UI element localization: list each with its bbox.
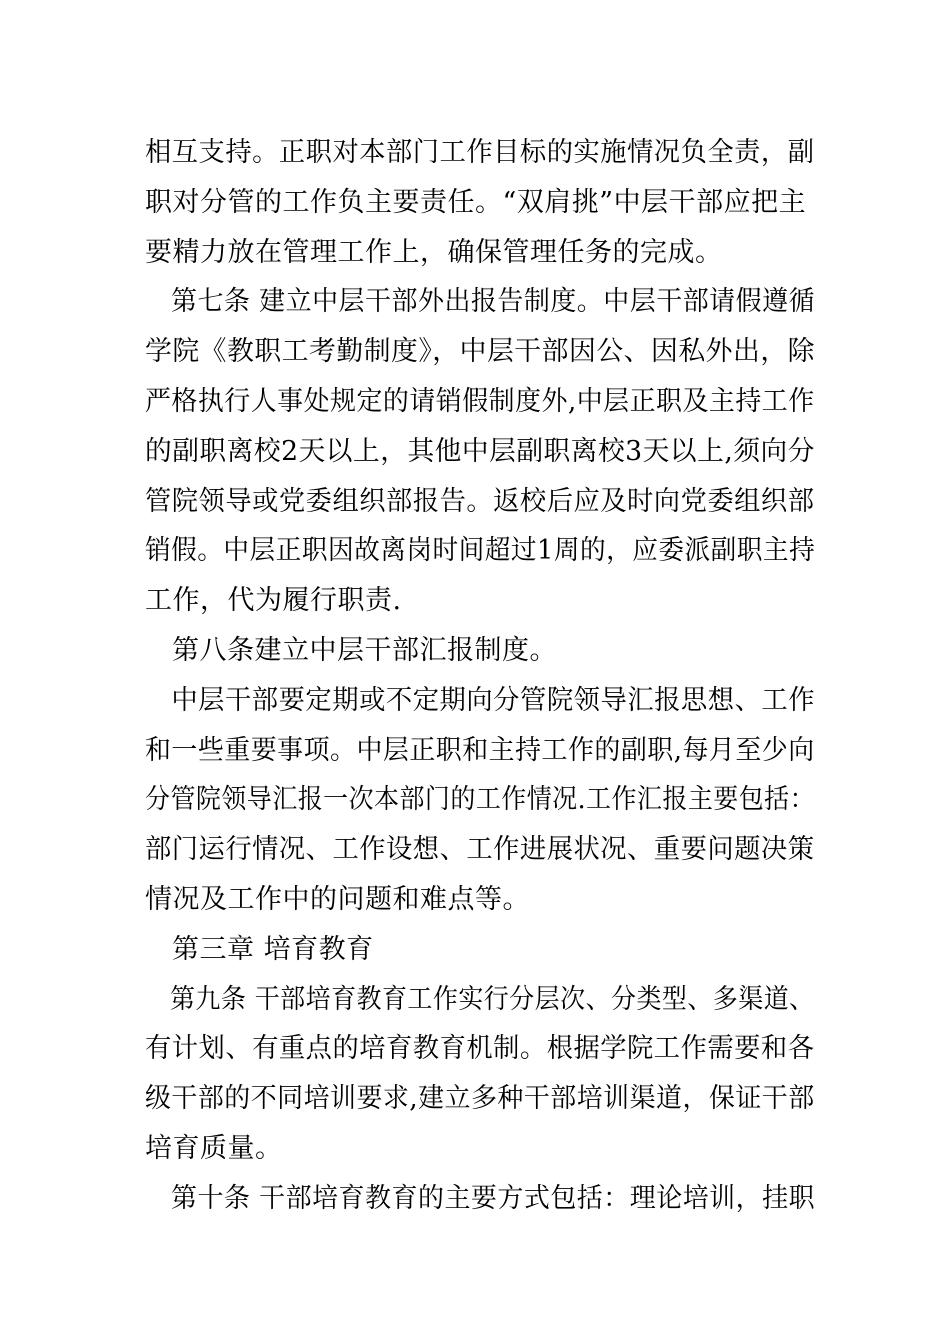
text-line: 有计划、有重点的培育教育机制。根据学院工作需要和各: [145, 1033, 815, 1065]
text-line: 严格执行人事处规定的请销假制度外,中层正职及主持工作: [145, 385, 815, 417]
text-line: 要精力放在管理工作上，确保管理任务的完成。: [145, 236, 723, 268]
text-line: 第十条 干部培育教育的主要方式包括：理论培训，挂职: [170, 1182, 816, 1214]
text-line: 第三章 培育教育: [172, 933, 374, 965]
text-line: 情况及工作中的问题和难点等。: [145, 883, 530, 915]
text-line: 部门运行情况、工作设想、工作进展状况、重要问题决策: [145, 834, 815, 866]
text-line: 相互支持。正职对本部门工作目标的实施情况负全责，副: [145, 137, 815, 168]
text-line: 管院领导或党委组织部报告。返校后应及时向党委组织部: [145, 485, 815, 517]
text-line: 职对分管的工作负主要责任。“双肩挑”中层干部应把主: [145, 186, 807, 218]
text-line: 销假。中层正职因故离岗时间超过1周的，应委派副职主持: [145, 535, 816, 567]
text-line: 分管院领导汇报一次本部门的工作情况.工作汇报主要包括：: [145, 784, 816, 816]
text-line: 的副职离校2天以上，其他中层副职离校3天以上,须向分: [145, 435, 815, 467]
text-line: 第九条 干部培育教育工作实行分层次、分类型、多渠道、: [169, 983, 815, 1015]
text-line: 级干部的不同培训要求,建立多种干部培训渠道，保证干部: [145, 1083, 815, 1115]
text-line: 第七条 建立中层干部外出报告制度。中层干部请假遵循: [170, 286, 816, 318]
text-line: 中层干部要定期或不定期向分管院领导汇报思想、工作: [171, 684, 816, 716]
text-line: 第八条建立中层干部汇报制度。: [172, 634, 557, 666]
document-body: [145, 128, 815, 1224]
text-line: 和一些重要事项。中层正职和主持工作的副职,每月至少向: [145, 734, 815, 766]
text-line: 学院《教职工考勤制度》，中层干部因公、因私外出，除: [145, 336, 816, 368]
text-line: 培育质量。: [145, 1132, 283, 1164]
text-line: 工作，代为履行职责.: [145, 585, 402, 617]
